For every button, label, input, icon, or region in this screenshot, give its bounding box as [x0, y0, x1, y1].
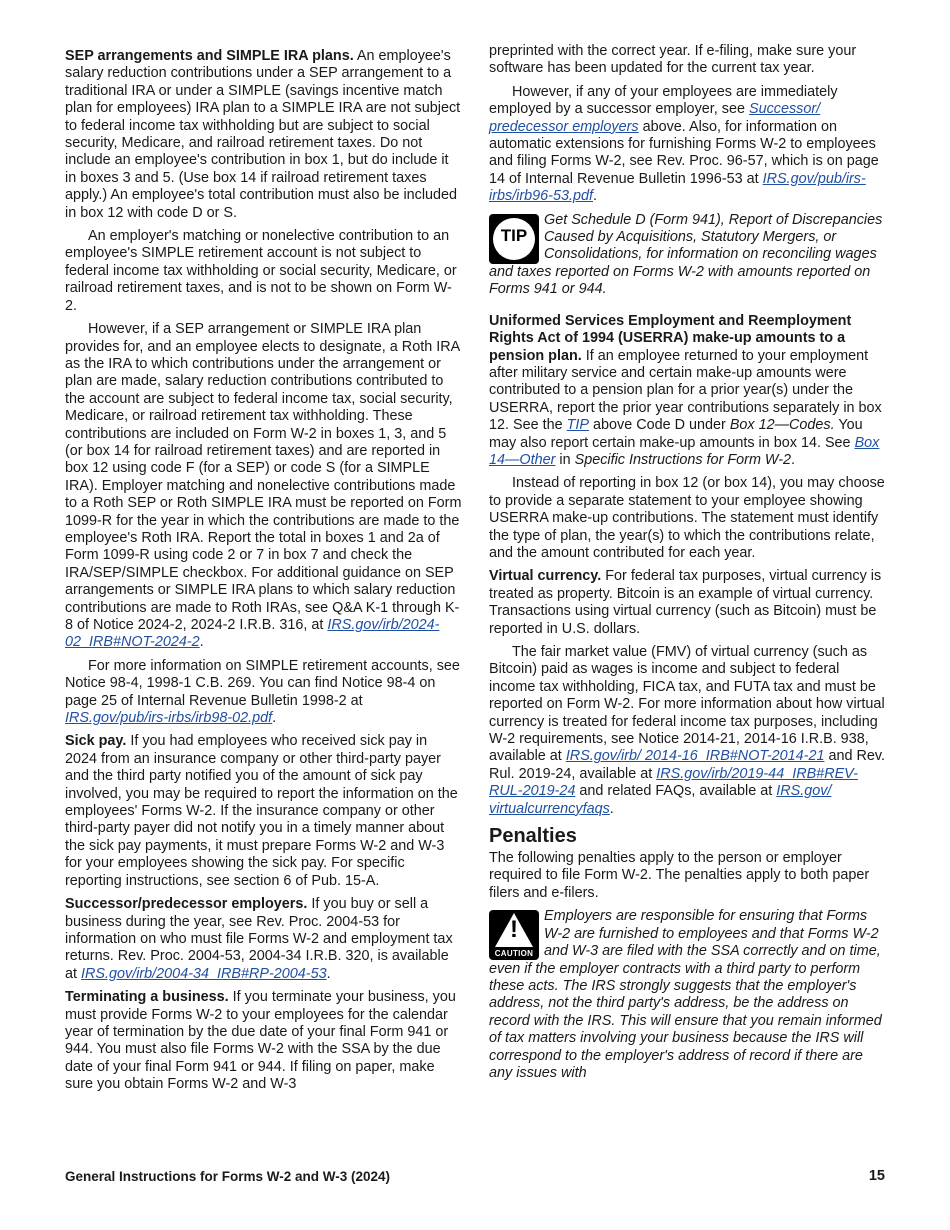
link[interactable]: Box 14—Other — [489, 434, 880, 468]
text-run: . — [791, 451, 796, 468]
paragraph — [65, 989, 463, 1093]
text-run: . — [609, 800, 614, 817]
run-in-heading: Terminating a business. — [65, 989, 229, 1006]
paragraph — [489, 43, 887, 78]
link[interactable]: IRS.gov/irb/2019-44_IRB#REV-RUL-2019-24 — [489, 765, 859, 800]
text-run: The fair market value (FMV) of virtual currency (such as Bitcoin) paid as wages is income and subject to federal income tax withholding, FICA tax, and FUTA tax and must be reported on Form W-2. For more information about how virtual currency is treated for federal income tax purposes, including W-2 requirements, see Notice 2014-21, 2014-16 I.R.B. 938, available at — [489, 644, 885, 765]
link[interactable]: TIP — [566, 417, 590, 434]
paragraph — [65, 228, 463, 315]
link[interactable]: IRS.gov/ virtualcurrencyfaqs — [489, 783, 832, 817]
run-in-heading: SEP arrangements and SIMPLE IRA plans. — [65, 48, 354, 64]
footer-title: General Instructions for Forms W-2 and W-3 (2024) — [65, 1169, 391, 1184]
text-run: and related FAQs, available at — [575, 783, 777, 800]
text-run: An employee's salary reduction contributions under a SEP arrangement to a traditional IRA or under a SIMPLE (savings incentive match plan for employees) IRA plan to a SIMPLE IRA are not subject to federal income tax withholding but are subject to social security, Medicare, and railroad retirement taxes. Do not include an employee's contribution in box 1, but do include it in boxes 3 and 5. (Use box 14 if railroad retirement taxes apply.) An employee's total contribution must also be included in box 12 with code D or S. — [65, 48, 461, 221]
left-column — [65, 48, 463, 1100]
link[interactable]: IRS.gov/irb/ 2014-16_IRB#NOT-2014-21 — [565, 748, 825, 765]
paragraph — [65, 733, 463, 890]
text-run: However, if a SEP arrangement or SIMPLE IRA plan provides for, and an employee elects to designate, a Roth IRA as the IRA to which contributions under the arrangement or plan are made, salary reduction contributions contributed to the account are subject to federal income tax, social security, Medicare, or railroad retirement tax withholding. These contributions are included on Form W-2 in boxes 1, 3, and 5 (or box 14 for railroad retirement taxes) and are reported in box 12 using code F (for a SEP) or code S (for a SIMPLE IRA). Employer matching and nonelective contributions made to a Roth SEP or Roth SIMPLE IRA must be reported on Form 1099-R for the year in which the contributions are made to the employee's Roth IRA. Report the total in boxes 1 and 2a of Form 1099-R using code 2 or 7 in box 7 and check the IRA/SEP/SIMPLE checkbox. For additional guidance on SEP arrangements or SIMPLE IRA plans to which salary reduction contributions are made to Roth IRAs, see Q&A K-1 through K-8 of Notice 2024-2, 2024-2 I.R.B. 316, at — [65, 321, 462, 633]
caution-icon-label: CAUTION — [494, 949, 534, 959]
paragraph — [489, 84, 887, 206]
text-run: above Code D under — [589, 417, 730, 434]
paragraph — [65, 658, 463, 728]
text-run: For federal tax purposes, virtual currency is treated as property. Bitcoin is an example of virtual currency. Transactions using virtual currency (such as Bitcoin) must be reported in U.S. dollars. — [489, 568, 882, 637]
link[interactable]: IRS.gov/irb/2004-34_IRB#RP-2004-53 — [81, 965, 327, 982]
italic-text: Box 12—Codes. — [729, 417, 835, 434]
text-run: . — [593, 188, 597, 205]
text-run: If an employee returned to your employment after military service and certain make-up amounts were contributed to a pension plan for a prior year(s) under the USERRA, report the prior year contributions separately in box 12. See the — [489, 347, 882, 434]
paragraph — [65, 321, 463, 652]
text-run: . — [326, 965, 331, 982]
run-in-heading: Uniformed Services Employment and Reemployment Rights Act of 1994 (USERRA) make-up amounts to a pension plan. — [489, 312, 852, 364]
text-run: in — [555, 451, 575, 468]
text-run: If you had employees who received sick pay in 2024 from an insurance company or other third-party payer and the third party notified you of the amount of sick pay involved, you may be required to report the information on the employees' Forms W-2. If the insurance company or other third-party payer did not notify you in a timely manner about the sick pay payments, it must prepare Forms W-2 and W-3 for your employees showing the sick pay. For specific reporting instructions, see section 6 of Pub. 15-A. — [65, 733, 458, 889]
text-run: For more information on SIMPLE retirement accounts, see Notice 98-4, 1998-1 C.B. 269. You can find Notice 98-4 on page 25 of Internal Revenue Bulletin 1998-2 at — [65, 657, 460, 709]
text-run: The following penalties apply to the person or employer required to file Form W-2. The penalties apply to both paper filers and e-filers. — [489, 850, 870, 901]
paragraph — [489, 475, 887, 562]
text-run: An employer's matching or nonelective contribution to an employee's SIMPLE retirement account is not subject to federal income tax withholding or social security, Medicare, or railroad retirement taxes, and is not to be shown on Form W-2. — [65, 228, 457, 314]
right-column — [489, 43, 887, 1096]
caution-note — [489, 908, 887, 1082]
text-run: If you terminate your business, you must provide Forms W-2 to your employees for the calendar year of termination by the due date of your final Form 941 or 944. You must also file Forms W-2 with the SSA by the due date of your final Form 941 or 944. If filing on paper, make sure you obtain Forms W-2 and W-3 — [65, 989, 456, 1093]
text-run: . — [272, 710, 277, 727]
text-run: preprinted with the correct year. If e-filing, make sure your software has been updated for the current tax year. — [489, 43, 857, 77]
text-run: However, if any of your employees are immediately employed by a successor employer, see — [489, 83, 838, 118]
link[interactable]: IRS.gov/pub/irs-irbs/irb98-02.pdf — [65, 710, 273, 727]
tip-note — [489, 212, 887, 299]
text-run: If you buy or sell a business during the year, see Rev. Proc. 2004-53 for information on who must file Forms W-2 and employment tax returns. Rev. Proc. 2004-53, 2004-34 I.R.B. 320, is available at — [65, 896, 453, 982]
paragraph — [489, 313, 887, 470]
exclamation-icon: ! — [510, 916, 518, 944]
tip-icon-label: TIP — [500, 225, 528, 245]
paragraph — [489, 568, 887, 638]
link[interactable]: IRS.gov/irb/2024-02_IRB#NOT-2024-2 — [65, 617, 440, 651]
paragraph — [489, 850, 887, 902]
run-in-heading: Virtual currency. — [489, 568, 602, 585]
tip-icon — [489, 214, 539, 264]
run-in-heading: Sick pay. — [65, 733, 127, 750]
text-run: Instead of reporting in box 12 (or box 14), you may choose to provide a separate statement to your employee showing USERRA make-up contributions. The statement must identify the type of plan, the year(s) to which the contributions relate, and the amount contributed for each year. — [489, 475, 885, 561]
link[interactable]: IRS.gov/pub/irs-irbs/irb96-53.pdf — [489, 170, 866, 205]
paragraph — [65, 896, 463, 983]
page-footer — [65, 1168, 885, 1185]
page-number: 15 — [868, 1168, 885, 1184]
paragraph — [65, 48, 463, 222]
italic-text: Get Schedule D (Form 941), Report of Discrepancies Caused by Acquisitions, Statutory Mergers, or Consolidations, for information on reconciling wages and taxes reported on Forms W-2 with amounts reported on Forms 941 or 944. — [489, 211, 883, 298]
text-run: and Rev. Rul. 2019-24, available at — [489, 748, 885, 782]
italic-text: Employers are responsible for ensuring that Forms W-2 are furnished to employees and that Forms W-2 and W-3 are filed with the SSA correctly and on time, even if the employer contracts with a third party to perform these acts. The IRS strongly suggests that the employer's address, not the third party's address, be the address on record with the IRS. This will ensure that you remain informed of tax matters involving your business because the IRS will correspond to the employer's address of record if there are any issues with — [489, 908, 882, 1081]
text-run: above. Also, for information on automatic extensions for furnishing Forms W-2 to employees and filing Forms W-2, see Rev. Proc. 96-57, which is on page 14 of Internal Revenue Bulletin 1996-53 at — [489, 118, 879, 187]
link[interactable]: Successor/ predecessor employers — [489, 101, 821, 135]
italic-text: Specific Instructions for Form W-2 — [574, 451, 792, 468]
section-heading — [489, 824, 887, 848]
paragraph — [489, 644, 887, 818]
run-in-heading: Successor/predecessor employers. — [65, 896, 308, 913]
text-run: You may also report certain make-up amounts in box 14. See — [489, 417, 863, 451]
text-run: Penalties — [489, 825, 577, 848]
caution-icon — [489, 910, 539, 960]
text-run: . — [199, 634, 204, 651]
